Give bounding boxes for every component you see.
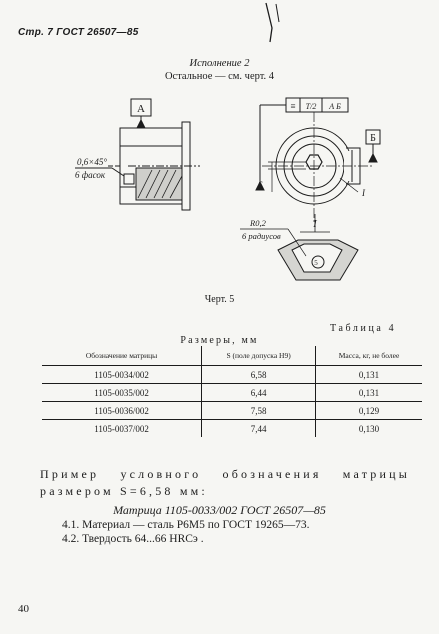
figure-caption: Черт. 5 — [204, 294, 235, 305]
dimensions-table — [42, 346, 422, 437]
table-header-row — [42, 346, 422, 366]
example-text: Пример условного обозначения матрицы размером S=6,58 мм: — [40, 467, 410, 498]
material-item: 4.1. Материал — сталь Р6М5 по ГОСТ 19265—73. — [62, 519, 310, 531]
cell-designation: 1105-0034/002 — [42, 366, 202, 384]
radii-count-label: 6 радиусов — [242, 231, 281, 241]
datum-a-label: А — [137, 103, 145, 115]
cell-mass: 0,131 — [316, 384, 422, 402]
variant-title: Исполнение 2 — [189, 58, 250, 69]
roughness-label: R0,2 — [250, 218, 266, 228]
cell-size: 7,44 — [202, 420, 316, 438]
header-mass: Масса, кг, не более — [316, 346, 422, 366]
cell-size: 6,58 — [202, 366, 316, 384]
table-row — [42, 420, 422, 438]
table-row — [42, 366, 422, 384]
detail-number-label: 5 — [314, 259, 318, 267]
view-i-marker: I — [362, 188, 365, 198]
page-number: 40 — [18, 603, 29, 615]
table-label: Таблица 4 — [330, 323, 397, 334]
table-row — [42, 402, 422, 420]
front-view — [256, 98, 380, 222]
technical-drawing — [0, 0, 439, 300]
page-header: Стр. 7 ГОСТ 26507—85 — [18, 27, 139, 38]
cell-designation: 1105-0036/002 — [42, 402, 202, 420]
cell-designation: 1105-0035/002 — [42, 384, 202, 402]
cell-mass: 0,130 — [358, 423, 380, 434]
header-designation: Обозначение матрицы — [42, 346, 202, 366]
tolerance-symbol: ≡ — [290, 101, 296, 111]
detail-i-title: I — [313, 218, 317, 230]
example-designation: Матрица 1105-0033/002 ГОСТ 26507—85 — [113, 503, 326, 517]
chamfer-count-label: 6 фасок — [75, 170, 106, 180]
table-row — [42, 384, 422, 402]
cell-size: 7,58 — [202, 402, 316, 420]
cell-mass: 0,129 — [316, 402, 422, 420]
dim-s-label: S — [258, 180, 263, 190]
sizes-heading: Размеры, мм — [180, 335, 259, 346]
header-size: S (поле допуска Н9) — [202, 346, 316, 366]
tolerance-datums: А Б — [329, 102, 341, 111]
cell-mass: 0,131 — [316, 366, 422, 384]
chamfer-label: 0,6×45° — [77, 157, 107, 167]
side-view — [75, 99, 200, 210]
datum-b-label: Б — [370, 133, 376, 144]
cell-size: 6,44 — [202, 384, 316, 402]
tolerance-value: Т/2 — [305, 102, 317, 111]
cell-designation: 1105-0037/002 — [94, 423, 149, 434]
rest-note: Остальное — см. черт. 4 — [164, 71, 275, 82]
hardness-item: 4.2. Твердость 64...66 HRCэ . — [62, 533, 204, 545]
